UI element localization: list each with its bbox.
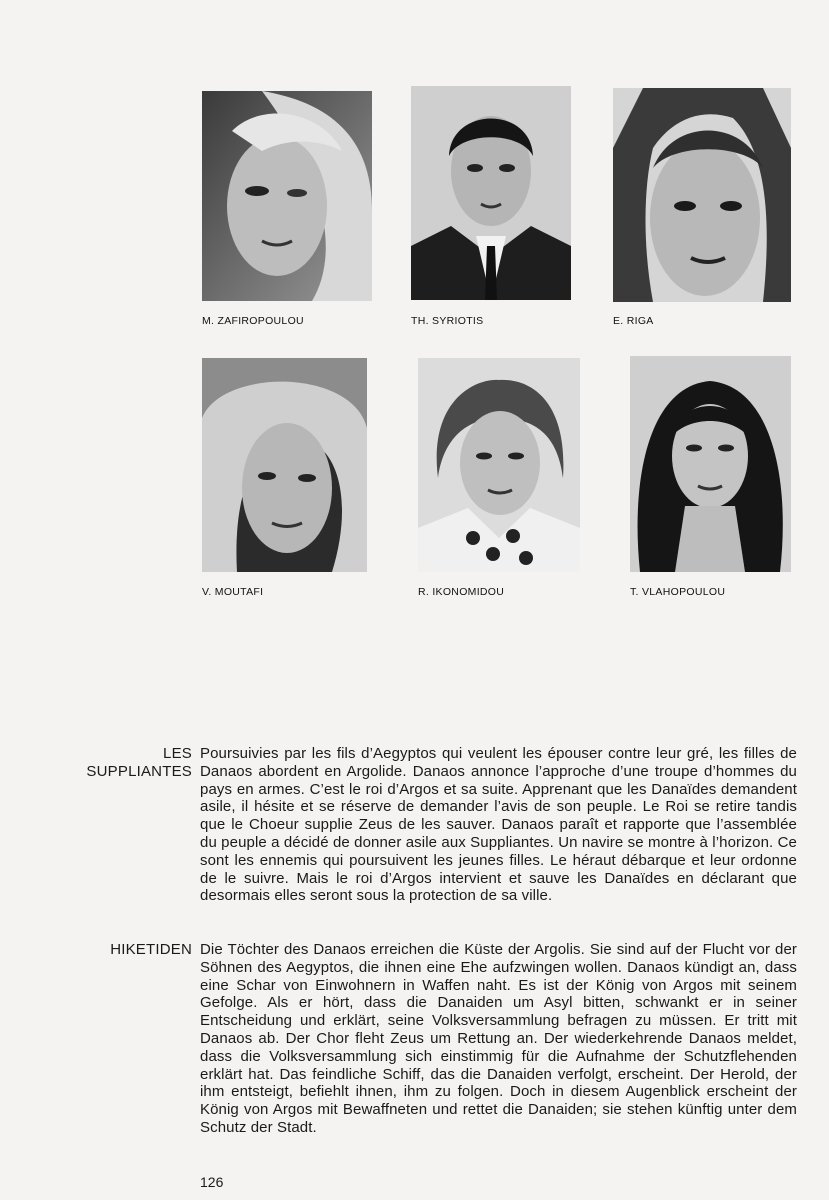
section-text-les-suppliantes: Poursuivies par les fils d’Aegyptos qui veulent les épouser contre leur gré, les filles de Danaos abordent en Argolide. Danaos annonce l’approche d’une troupe d’hommes du pays en armes. C’est le roi d’Argos et sa suite. Apprenant que les Danaïdes demandent asile, il hésite et se réserve de demander l’avis de son peuple. Le Roi se retire tandis que le Choeur supplie Zeus de les sauver. Danaos paraît et rapporte que l’assemblée du peuple a décidé de donner asile aux Suppliantes. Un navire se montre à l’horizon. Ce sont les ennemis qui poursuivent les jeunes filles. Le héraut débarque et leur ordonne de le suivre. Mais le roi d’Argos intervient et sauve les Danaïdes en déclarant que desormais elles seront sous la protection de sa ville.	[200, 745, 797, 905]
caption-zafiropoulou: M. ZAFIROPOULOU	[202, 315, 304, 327]
caption-vlahopoulou: T. VLAHOPOULOU	[630, 586, 726, 598]
section-label-les-suppliantes	[86, 745, 192, 781]
portrait-zafiropoulou-image	[202, 91, 372, 301]
portrait-vlahopoulou-image	[630, 356, 791, 572]
portrait-photo-syriotis	[411, 86, 571, 300]
portrait-photo-vlahopoulou	[630, 356, 791, 572]
section-label-line1: HIKETIDEN	[110, 941, 192, 958]
page-number: 126	[200, 1174, 224, 1190]
portrait-photo-riga	[613, 88, 791, 302]
portrait-syriotis-image	[411, 86, 571, 300]
caption-riga: E. RIGA	[613, 315, 654, 327]
section-label-hiketiden	[110, 941, 192, 959]
caption-ikonomidou: R. IKONOMIDOU	[418, 586, 505, 598]
section-label-line2: SUPPLIANTES	[86, 762, 192, 780]
caption-syriotis: TH. SYRIOTIS	[411, 315, 484, 327]
section-label-line1: LES	[163, 745, 192, 762]
portrait-photo-zafiropoulou	[202, 91, 372, 301]
portrait-moutafi-image	[202, 358, 367, 572]
caption-moutafi: V. MOUTAFI	[202, 586, 264, 598]
portrait-riga-image	[613, 88, 791, 302]
section-text-hiketiden: Die Töchter des Danaos erreichen die Küste der Argolis. Sie sind auf der Flucht vor der Söhnen des Aegyptos, die ihnen eine Ehe aufzwingen wollen. Danaos kündigt an, dass eine Schar von Einwohnern in Waffen naht. Es ist der König von Argos mit seinem Gefolge. Als er hört, dass die Danaiden um Asyl bitten, schwankt er in seiner Entscheidung und erklärt, seine Volksversammlung befragen zu müssen. Er tritt mit Danaos ab. Der Chor fleht Zeus um Rettung an. Der wiederkehrende Danaos meldet, dass die Volksversammlung sich einstimmig für die Aufnahme der Schutzflehenden erklärt hat. Das feindliche Schiff, das die Danaiden verfolgt, erscheint. Der Herold, der ihm entsteigt, befiehlt ihnen, ihm zu folgen. Doch in diesem Augenblick erscheint der König von Argos mit Bewaffneten und rettet die Danaiden; sie stehen künftig unter dem Schutz der Stadt.	[200, 941, 797, 1136]
portrait-photo-moutafi	[202, 358, 367, 572]
portrait-photo-ikonomidou	[418, 358, 580, 572]
portrait-ikonomidou-image	[418, 358, 580, 572]
